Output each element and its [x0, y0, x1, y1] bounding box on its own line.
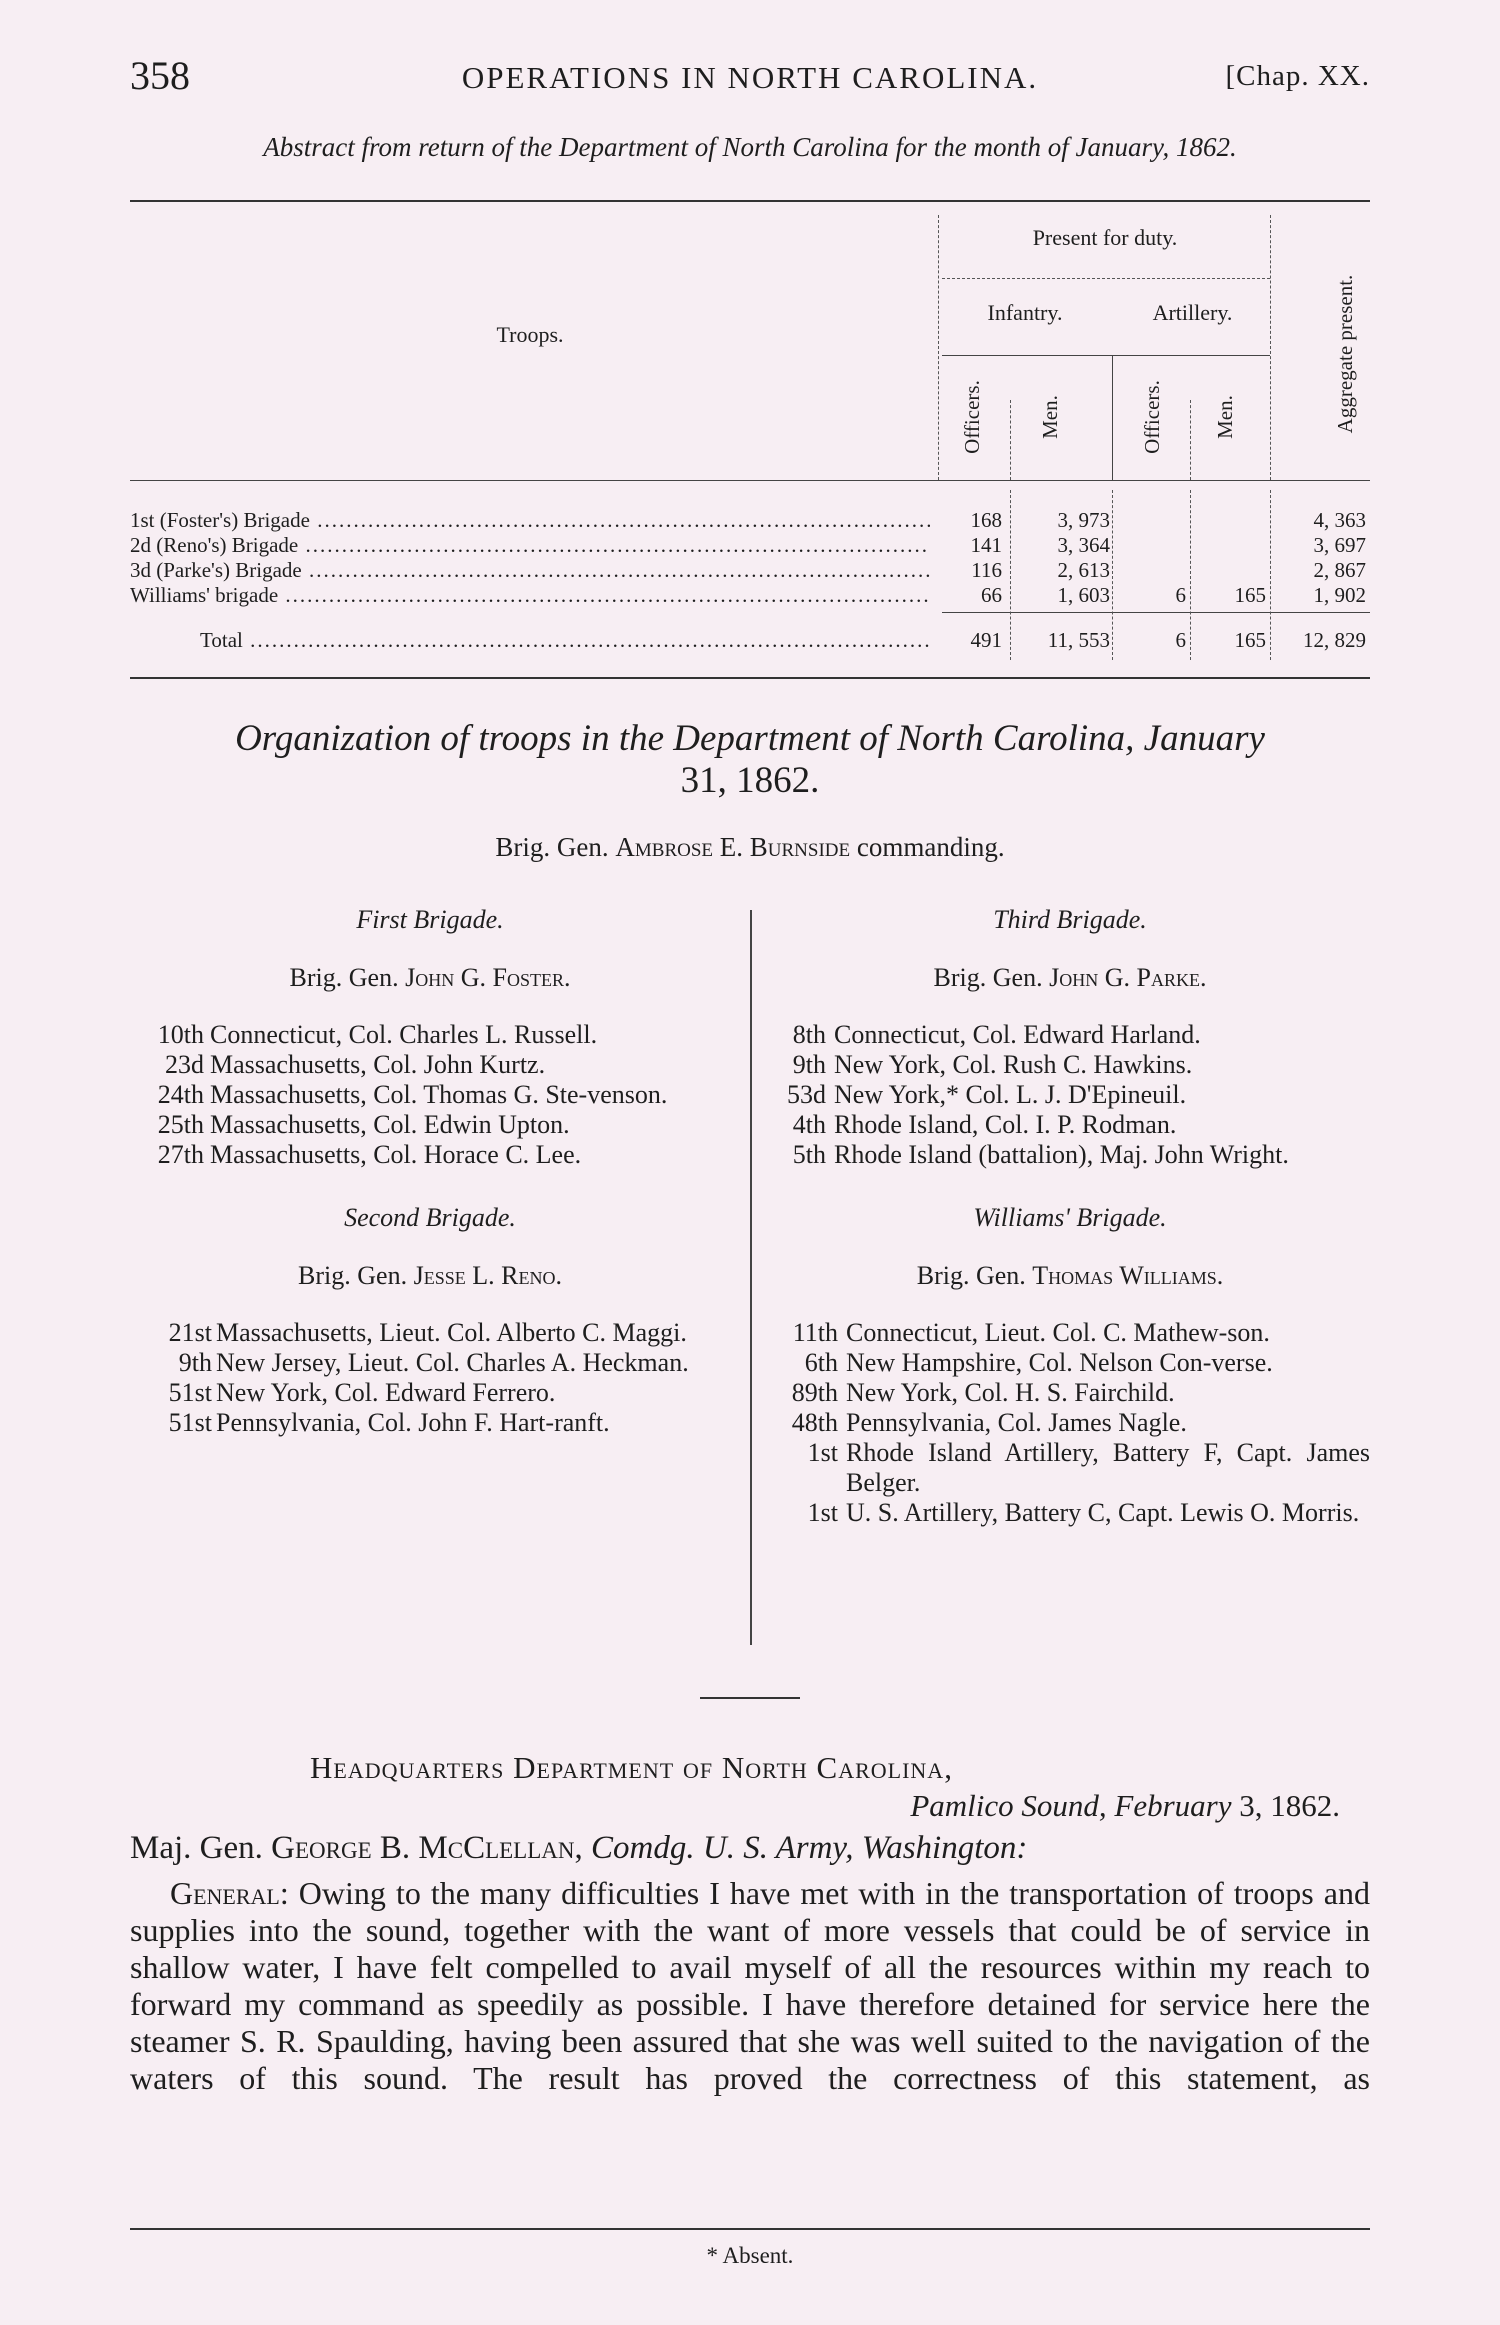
- brigade-title: Williams' Brigade.: [973, 1203, 1167, 1232]
- grid-line: [1270, 490, 1271, 660]
- header-artillery: Artillery.: [1152, 300, 1233, 325]
- list-item: [770, 1080, 1370, 1110]
- brigade-third: [770, 900, 1370, 1170]
- address-name: George B. McClellan,: [271, 1830, 583, 1866]
- unit-text: New York, Col. Edward Ferrero.: [216, 1378, 556, 1407]
- header-bottom-rule: [130, 480, 1370, 481]
- footnote-rule: [130, 2228, 1370, 2230]
- organization-title-text: Organization of troops in the Department of North Carolina, January: [235, 718, 1265, 759]
- unit-number: 8th: [792, 1020, 826, 1049]
- list-item: [130, 1378, 730, 1408]
- grid-line: [938, 215, 939, 480]
- unit-text: Massachusetts, Col. Edwin Upton.: [210, 1110, 570, 1139]
- unit-number: 23d: [165, 1050, 204, 1079]
- left-column: [130, 900, 730, 1466]
- grid-line: [942, 278, 1270, 279]
- footnote: * Absent.: [706, 2243, 794, 2268]
- right-column: [770, 900, 1370, 1556]
- cell-inf-officers: 168: [970, 508, 1002, 532]
- unit-list: [770, 1318, 1370, 1528]
- unit-text: New York, Col. H. S. Fairchild.: [846, 1378, 1175, 1407]
- cell-aggregate: 3, 697: [1313, 533, 1366, 557]
- brigade-williams: [770, 1198, 1370, 1528]
- unit-text: Rhode Island Artillery, Battery F, Capt. James Belger.: [846, 1438, 1370, 1497]
- table-row: [130, 583, 1370, 608]
- unit-number: 4th: [792, 1110, 826, 1139]
- column-divider: [750, 910, 752, 1645]
- brigade-commander: [770, 958, 1370, 998]
- unit-text: Pennsylvania, Col. John F. Hart-ranft.: [216, 1408, 610, 1437]
- header-art-officers: Officers.: [1140, 380, 1164, 454]
- list-item: [770, 1438, 1370, 1498]
- commander-name: John G. Parke.: [1049, 963, 1207, 992]
- unit-number: 10th: [157, 1020, 204, 1049]
- unit-text: Rhode Island (battalion), Maj. John Wright.: [834, 1140, 1289, 1169]
- list-item: [770, 1020, 1370, 1050]
- unit-text: U. S. Artillery, Battery C, Capt. Lewis O. Morris.: [846, 1498, 1360, 1527]
- brigade-first: [130, 900, 730, 1170]
- table-bottom-rule: [130, 677, 1370, 679]
- section-divider: [700, 1697, 800, 1699]
- unit-text: New York,* Col. L. J. D'Epineuil.: [834, 1080, 1187, 1109]
- unit-text: Massachusetts, Col. Thomas G. Ste-venson.: [210, 1080, 668, 1109]
- unit-list: [770, 1020, 1370, 1170]
- grid-line: [942, 355, 1270, 356]
- cell-aggregate: 1, 902: [1313, 583, 1366, 607]
- list-item: [770, 1348, 1370, 1378]
- list-item: [130, 1318, 730, 1348]
- document-page: [130, 0, 1370, 2325]
- cell-art-men: 165: [1234, 583, 1266, 607]
- unit-number: 51st: [168, 1378, 212, 1407]
- row-troops: 1st (Foster's) Brigade .....: [130, 508, 930, 533]
- unit-text: Connecticut, Col. Charles L. Russell.: [210, 1020, 598, 1049]
- cell-art-men: 165: [1234, 628, 1266, 652]
- table-row: [130, 508, 1370, 533]
- unit-text: Pennsylvania, Col. James Nagle.: [846, 1408, 1187, 1437]
- unit-number: 1st: [807, 1498, 838, 1527]
- brigade-title: First Brigade.: [356, 905, 504, 934]
- header-inf-officers: Officers.: [960, 380, 984, 454]
- chapter-label: [Chap. XX.: [1225, 60, 1370, 92]
- unit-text: Massachusetts, Col. Horace C. Lee.: [210, 1140, 582, 1169]
- unit-list: [130, 1020, 730, 1170]
- list-item: [130, 1080, 730, 1110]
- list-item: [770, 1050, 1370, 1080]
- list-item: [770, 1408, 1370, 1438]
- commander-rank: Brig. Gen.: [916, 1261, 1026, 1290]
- running-head: [130, 52, 1370, 102]
- commander-name: Jesse L. Reno.: [413, 1261, 562, 1290]
- list-item: [130, 1050, 730, 1080]
- cell-aggregate: 2, 867: [1313, 558, 1366, 582]
- page-number: 358: [130, 53, 190, 98]
- cell-inf-officers: 66: [981, 583, 1002, 607]
- grid-line: [1190, 490, 1191, 660]
- table-row: [130, 533, 1370, 558]
- cell-aggregate: 4, 363: [1313, 508, 1366, 532]
- commander-rank: Brig. Gen.: [933, 963, 1043, 992]
- header-present-for-duty: Present for duty.: [1032, 225, 1178, 250]
- cell-inf-men: 2, 613: [1057, 558, 1110, 582]
- table-total-row: [130, 628, 1370, 653]
- grid-line: [1270, 215, 1271, 480]
- commander-rank: Brig. Gen.: [298, 1261, 408, 1290]
- row-total-label: Total .....: [130, 628, 930, 653]
- letter-address: [130, 1830, 1027, 1867]
- place-date-line: [910, 1788, 1340, 1824]
- brigade-commander: [130, 958, 730, 998]
- unit-text: New Hampshire, Col. Nelson Con-verse.: [846, 1348, 1273, 1377]
- table-row: [130, 558, 1370, 583]
- commander-rank: Brig. Gen.: [289, 963, 399, 992]
- salutation: General: [170, 1875, 280, 1911]
- unit-text: New Jersey, Lieut. Col. Charles A. Heckman.: [216, 1348, 689, 1377]
- cell-aggregate: 12, 829: [1303, 628, 1366, 652]
- header-infantry: Infantry.: [987, 300, 1063, 325]
- header-art-men: Men.: [1213, 395, 1237, 439]
- unit-text: Rhode Island, Col. I. P. Rodman.: [834, 1110, 1177, 1139]
- grid-line: [1190, 400, 1191, 480]
- row-troops: 3d (Parke's) Brigade .....: [130, 558, 930, 583]
- cell-inf-officers: 116: [971, 558, 1002, 582]
- list-item: [130, 1020, 730, 1050]
- unit-text: Connecticut, Col. Edward Harland.: [834, 1020, 1201, 1049]
- abstract-title: Abstract from return of the Department of North Carolina for the month of January, 1862.: [263, 132, 1237, 162]
- cell-inf-men: 3, 364: [1057, 533, 1110, 557]
- unit-number: 89th: [791, 1378, 838, 1407]
- brigade-commander: [130, 1256, 730, 1296]
- list-item: [770, 1140, 1370, 1170]
- brigade-title: Third Brigade.: [993, 905, 1147, 934]
- place-text: Pamlico Sound, February: [910, 1788, 1232, 1823]
- organization-title-year: 31, 1862.: [680, 760, 820, 801]
- header-troops: Troops.: [496, 322, 564, 347]
- commander-name: John G. Foster.: [405, 963, 571, 992]
- list-item: [130, 1408, 730, 1438]
- row-troops: Williams' brigade .....: [130, 583, 930, 608]
- unit-text: New York, Col. Rush C. Hawkins.: [834, 1050, 1193, 1079]
- brigade-second: [130, 1198, 730, 1438]
- cell-inf-men: 11, 553: [1047, 628, 1110, 652]
- organization-title: [130, 718, 1370, 802]
- commander-suffix: commanding.: [856, 832, 1005, 862]
- commander-rank: Brig. Gen.: [495, 832, 609, 862]
- row-troops: 2d (Reno's) Brigade .....: [130, 533, 930, 558]
- list-item: [130, 1348, 730, 1378]
- list-item: [770, 1498, 1370, 1528]
- headquarters-line: Headquarters Department of North Carolina,: [310, 1750, 953, 1785]
- grid-line: [1112, 355, 1113, 480]
- unit-number: 25th: [157, 1110, 204, 1139]
- letter-body: [130, 1875, 1370, 2097]
- body-text: : Owing to the many difficulties I have met with in the transportation of troops and supplies into the sound, together with the want of more vessels that could be of service in shallow water, I have felt compelled to avail myself of all the resources within my reach to forward my command as speedily as possible. I have therefore detained for service here the steamer S. R. Spaulding, having been assured that she was well suited to the navigation of the waters of this sound. The result has proved the correctness of this statement, as: [130, 1875, 1370, 2096]
- date-text: 3, 1862.: [1239, 1788, 1340, 1823]
- commanding-general: [130, 832, 1370, 863]
- unit-number: 48th: [791, 1408, 838, 1437]
- unit-number: 1st: [807, 1438, 838, 1467]
- unit-number: 21st: [168, 1318, 212, 1347]
- list-item: [130, 1140, 730, 1170]
- address-rank: Maj. Gen.: [130, 1830, 263, 1866]
- unit-list: [130, 1318, 730, 1438]
- unit-number: 27th: [157, 1140, 204, 1169]
- cell-inf-men: 1, 603: [1057, 583, 1110, 607]
- header-aggregate: Aggregate present.: [1333, 274, 1357, 434]
- unit-text: Connecticut, Lieut. Col. C. Mathew-son.: [846, 1318, 1270, 1347]
- grid-line: [1010, 490, 1011, 660]
- cell-inf-men: 3, 973: [1057, 508, 1110, 532]
- unit-number: 9th: [178, 1348, 212, 1377]
- cell-inf-officers: 141: [970, 533, 1002, 557]
- commander-name: Thomas Williams.: [1032, 1261, 1224, 1290]
- unit-number: 24th: [157, 1080, 204, 1109]
- table-top-rule: [130, 200, 1370, 202]
- grid-line: [1010, 400, 1011, 480]
- cell-art-officers: 6: [1175, 628, 1186, 652]
- running-title: OPERATIONS IN NORTH CAROLINA.: [461, 60, 1039, 95]
- brigade-commander: [770, 1256, 1370, 1296]
- unit-number: 11th: [792, 1318, 838, 1347]
- list-item: [770, 1318, 1370, 1348]
- unit-text: Massachusetts, Col. John Kurtz.: [210, 1050, 546, 1079]
- cell-inf-officers: 491: [970, 628, 1002, 652]
- cell-art-officers: 6: [1175, 583, 1186, 607]
- grid-line: [1112, 490, 1113, 660]
- unit-text: Massachusetts, Lieut. Col. Alberto C. Maggi.: [216, 1318, 687, 1347]
- brigade-title: Second Brigade.: [344, 1203, 516, 1232]
- list-item: [130, 1110, 730, 1140]
- list-item: [770, 1110, 1370, 1140]
- subtotal-rule: [942, 612, 1370, 613]
- commander-name: Ambrose E. Burnside: [615, 832, 851, 862]
- unit-number: 51st: [168, 1408, 212, 1437]
- list-item: [770, 1378, 1370, 1408]
- unit-number: 5th: [792, 1140, 826, 1169]
- unit-number: 6th: [804, 1348, 838, 1377]
- address-rest: Comdg. U. S. Army, Washington:: [591, 1830, 1028, 1866]
- unit-number: 53d: [787, 1080, 826, 1109]
- unit-number: 9th: [792, 1050, 826, 1079]
- header-inf-men: Men.: [1038, 395, 1062, 439]
